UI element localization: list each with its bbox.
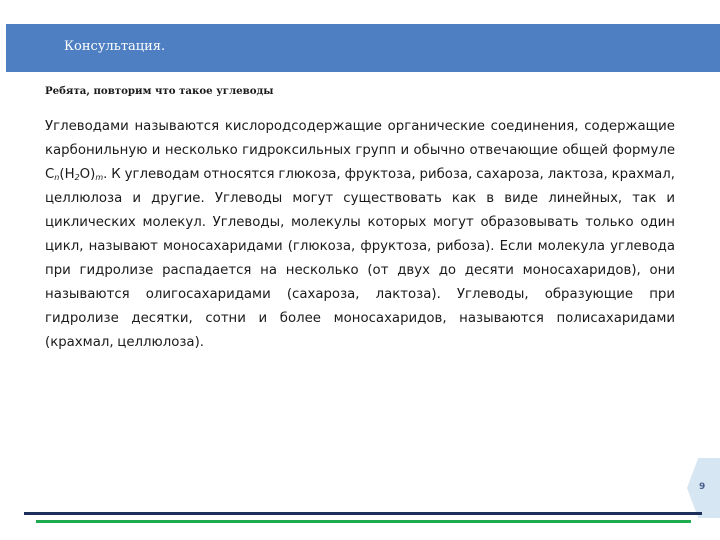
formula-subscript-n: n: [54, 173, 60, 182]
page-number: 9: [699, 482, 706, 492]
formula-subscript-m: m: [95, 173, 104, 182]
slide-subtitle: Ребята, повторим что такое углеводы: [45, 85, 274, 97]
header-bar: [6, 24, 720, 72]
body-paragraph: [45, 115, 675, 355]
body-text-part4: . К углеводам относятся глюкоза, фруктоза, рибоза, сахароза, лактоза, крахмал, целлюлоза и другие. Углеводы могут существовать как в виде линейных, так и циклических молекул. Углеводы, молекулы которых могут образовывать только один цикл, называют моносахаридами (глюкоза, фруктоза, рибоза). Если молекула углевода при гидролизе распадается на несколько (от двух до десяти моносахаридов), они называются олигосахаридами (сахароза, лактоза). Углеводы, образующие при гидролизе десятки, сотни и более моносахаридов, называются полисахаридами (крахмал, целлюлоза).: [45, 167, 675, 350]
formula-subscript-2: 2: [74, 173, 80, 182]
body-text-part3: O): [79, 167, 96, 182]
slide-title: Консультация.: [64, 39, 166, 54]
footer-rule-navy: [24, 512, 702, 515]
body-text-part1: Углеводами называются кислородсодержащие органические соединения, содержащие карбонильную и несколько гидроксильных групп и обычно отвечающие общей формуле С: [45, 119, 675, 182]
body-text-part2: (H: [59, 167, 75, 182]
footer-rule-green: [36, 520, 691, 523]
